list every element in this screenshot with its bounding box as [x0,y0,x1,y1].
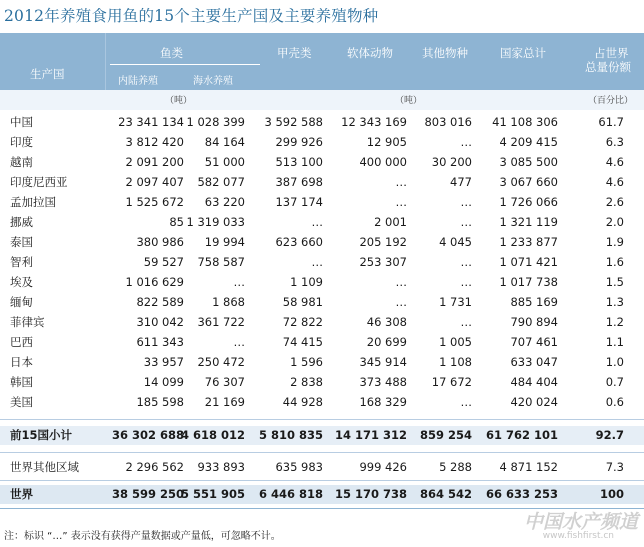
table-row [0,333,644,352]
cell-inland: 59 527 [143,255,184,269]
row-country: 智利 [10,255,33,269]
table-row [0,373,644,392]
cell-marine: 19 994 [204,235,245,249]
cell-other: 1 005 [439,335,472,349]
cell-inland: 2 296 562 [125,460,184,474]
unit-tonnes-mid: （吨） [395,96,423,106]
header-fish: 鱼类 [160,46,183,60]
cell-other: 859 254 [419,428,472,442]
cell-other: 5 288 [439,460,472,474]
cell-total: 633 047 [510,355,558,369]
cell-other: 4 045 [439,235,472,249]
cell-other: 803 016 [424,115,472,129]
cell-marine: 4 618 012 [180,428,245,442]
cell-inland: 2 091 200 [125,155,184,169]
row-country: 孟加拉国 [10,195,56,209]
cell-total: 1 071 421 [499,255,558,269]
cell-total: 3 067 660 [499,175,558,189]
cell-inland: 3 812 420 [125,135,184,149]
cell-share: 6.3 [605,135,624,149]
cell-total: 790 894 [510,315,558,329]
units-row [0,90,644,110]
cell-other: … [460,275,472,289]
cell-marine: … [233,275,245,289]
cell-total: 1 726 066 [499,195,558,209]
cell-molluscs: 373 488 [359,375,407,389]
row-country: 韩国 [10,375,33,389]
cell-share: 1.0 [605,355,624,369]
cell-crustaceans: … [311,215,323,229]
cell-share: 0.7 [605,375,624,389]
cell-other: 864 542 [419,487,472,501]
cell-molluscs: 400 000 [359,155,407,169]
cell-molluscs: 2 001 [374,215,407,229]
cell-share: 61.7 [598,115,624,129]
row-country: 菲律宾 [10,315,45,329]
row-country: 缅甸 [10,295,33,309]
cell-inland: 38 599 250 [111,487,184,501]
cell-share: 2.0 [605,215,624,229]
cell-crustaceans: 137 174 [275,195,323,209]
cell-total: 3 085 500 [499,155,558,169]
row-country: 埃及 [10,275,33,289]
cell-other: … [460,135,472,149]
cell-total: 420 024 [510,395,558,409]
table-row [0,233,644,252]
header-share-line2: 总量份额 [585,60,631,74]
table-row [0,173,644,192]
row-country: 日本 [10,355,33,369]
cell-crustaceans: 74 415 [282,335,323,349]
cell-inland: 33 957 [143,355,184,369]
cell-crustaceans: 1 596 [290,355,323,369]
cell-molluscs: 12 905 [366,135,407,149]
cell-marine: 582 077 [197,175,245,189]
watermark-logo: 中国水产频道 [523,511,638,533]
cell-share: 92.7 [595,428,624,442]
cell-crustaceans: 44 928 [282,395,323,409]
cell-molluscs: 999 426 [359,460,407,474]
cell-crustaceans: 72 822 [282,315,323,329]
cell-crustaceans: 635 983 [275,460,323,474]
cell-other: 17 672 [431,375,472,389]
cell-marine: 5 551 905 [180,487,245,501]
cell-molluscs: 345 914 [359,355,407,369]
cell-total: 1 321 119 [499,215,558,229]
table-row [0,133,644,152]
cell-molluscs: 20 699 [366,335,407,349]
cell-share: 1.6 [605,255,624,269]
cell-crustaceans: 513 100 [275,155,323,169]
cell-crustaceans: 387 698 [275,175,323,189]
cell-total: 4 871 152 [499,460,558,474]
cell-total: 61 762 101 [485,428,558,442]
cell-molluscs: 12 343 169 [341,115,407,129]
table-row [0,213,644,232]
cell-other: … [460,215,472,229]
cell-marine: 63 220 [204,195,245,209]
cell-molluscs: 14 171 312 [334,428,407,442]
cell-crustaceans: 1 109 [290,275,323,289]
cell-share: 1.1 [605,335,624,349]
table-row [0,273,644,292]
table-row [0,293,644,312]
cell-share: 4.6 [605,175,624,189]
header-inland: 内陆养殖 [118,76,158,87]
cell-other: … [460,395,472,409]
row-country: 挪威 [10,215,33,229]
cell-share: 7.3 [605,460,624,474]
cell-crustaceans: 623 660 [275,235,323,249]
cell-marine: 1 028 399 [186,115,245,129]
cell-marine: 21 169 [204,395,245,409]
cell-molluscs: … [395,195,407,209]
cell-marine: 250 472 [197,355,245,369]
divider [0,452,644,453]
cell-marine: 51 000 [204,155,245,169]
cell-inland: 23 341 134 [118,115,184,129]
cell-molluscs: 253 307 [359,255,407,269]
row-country: 印度 [10,135,33,149]
cell-total: 41 108 306 [492,115,558,129]
cell-total: 66 633 253 [485,487,558,501]
cell-crustaceans: 3 592 588 [264,115,323,129]
row-country: 前15国小计 [10,428,73,442]
footnote: 注：标识 “…” 表示没有获得产量数据或产量低，可忽略不计。 [4,531,281,542]
cell-other: 1 731 [439,295,472,309]
cell-inland: 2 097 407 [125,175,184,189]
cell-share: 1.5 [605,275,624,289]
table-row [0,153,644,172]
cell-inland: 611 343 [136,335,184,349]
fish-header-rule [110,64,260,65]
cell-molluscs: … [395,275,407,289]
cell-share: 100 [599,487,624,501]
cell-total: 484 404 [510,375,558,389]
table-row [0,253,644,272]
cell-share: 1.9 [605,235,624,249]
cell-marine: 361 722 [197,315,245,329]
cell-crustaceans: 6 446 818 [258,487,323,501]
cell-other: … [460,255,472,269]
row-country: 印度尼西亚 [10,175,68,189]
cell-marine: 933 893 [197,460,245,474]
cell-molluscs: 205 192 [359,235,407,249]
row-country: 世界 [10,487,33,501]
watermark-url: www.fishfirst.cn [542,531,614,541]
divider [0,419,644,420]
cell-inland: 380 986 [136,235,184,249]
cell-total: 885 169 [510,295,558,309]
cell-marine: 1 868 [212,295,245,309]
header-country: 生产国 [30,67,65,81]
row-country: 世界其他区域 [10,460,79,474]
cell-share: 1.3 [605,295,624,309]
cell-total: 707 461 [510,335,558,349]
cell-inland: 1 016 629 [125,275,184,289]
row-country: 巴西 [10,335,33,349]
cell-share: 2.6 [605,195,624,209]
cell-molluscs: 15 170 738 [334,487,407,501]
row-country: 泰国 [10,235,33,249]
cell-total: 4 209 415 [499,135,558,149]
cell-molluscs: … [395,295,407,309]
cell-molluscs: 168 329 [359,395,407,409]
cell-share: 1.2 [605,315,624,329]
cell-inland: 822 589 [136,295,184,309]
header-molluscs: 软体动物 [347,46,393,60]
subtotal-row [0,426,644,445]
cell-inland: 14 099 [143,375,184,389]
cell-marine: … [233,335,245,349]
cell-share: 4.6 [605,155,624,169]
cell-crustaceans: 5 810 835 [258,428,323,442]
cell-crustaceans: 299 926 [275,135,323,149]
rest-of-world-row [0,458,644,477]
header-share-line1: 占世界 [594,46,629,60]
header-other: 其他物种 [422,46,468,60]
row-country: 美国 [10,395,33,409]
divider [0,480,644,481]
cell-inland: 85 [169,215,184,229]
world-row [0,485,644,504]
row-country: 中国 [10,115,33,129]
cell-other: … [460,315,472,329]
cell-marine: 1 319 033 [186,215,245,229]
header-national-total: 国家总计 [500,46,546,60]
cell-crustaceans: 2 838 [290,375,323,389]
table-row [0,393,644,412]
cell-molluscs: 46 308 [366,315,407,329]
unit-percent: （百分比） [588,96,634,106]
cell-crustaceans: … [311,255,323,269]
cell-total: 1 017 738 [499,275,558,289]
cell-share: 0.6 [605,395,624,409]
cell-marine: 76 307 [204,375,245,389]
cell-marine: 84 164 [204,135,245,149]
cell-other: 1 108 [439,355,472,369]
header-crustaceans: 甲壳类 [277,46,312,60]
unit-tonnes-left: （吨） [165,96,193,106]
cell-total: 1 233 877 [499,235,558,249]
cell-marine: 758 587 [197,255,245,269]
header-separator [105,33,106,90]
cell-inland: 185 598 [136,395,184,409]
table-title: 2012年养殖食用鱼的15个主要生产国及主要养殖物种 [4,7,379,25]
table-row [0,113,644,132]
cell-inland: 1 525 672 [125,195,184,209]
cell-inland: 36 302 688 [111,428,184,442]
cell-inland: 310 042 [136,315,184,329]
cell-crustaceans: 58 981 [282,295,323,309]
row-country: 越南 [10,155,33,169]
header-marine: 海水养殖 [193,76,233,87]
cell-other: 30 200 [431,155,472,169]
cell-other: … [460,195,472,209]
table-row [0,313,644,332]
table-row [0,193,644,212]
cell-other: 477 [450,175,472,189]
table-row [0,353,644,372]
cell-molluscs: … [395,175,407,189]
